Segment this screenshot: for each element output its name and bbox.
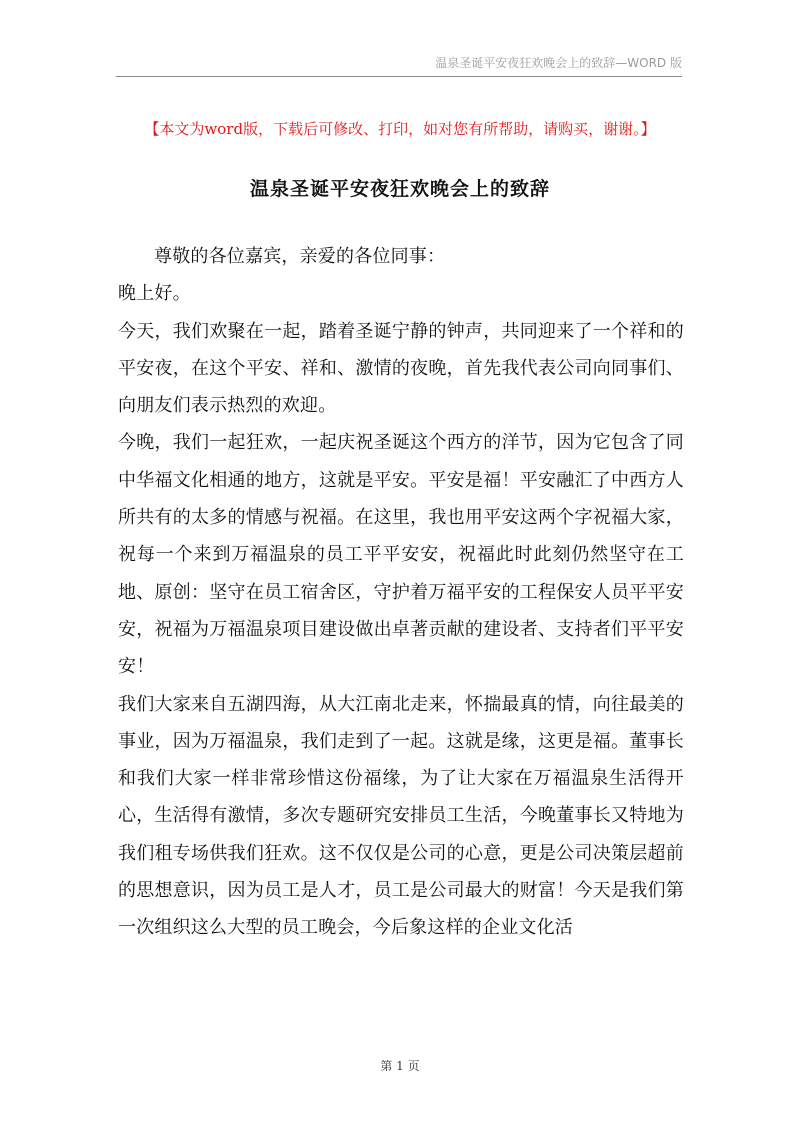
salutation-paragraph: 尊敬的各位嘉宾，亲爱的各位同事： [154,246,446,267]
page-number: 第 1 页 [380,1059,420,1073]
download-notice: 【本文为word版，下载后可修改、打印，如对您有所帮助，请购买，谢谢。】 [144,120,656,138]
body-paragraph: 我们大家来自五湖四海，从大江南北走来，怀揣最真的情，向往最美的事业，因为万福温泉，我们走到了一起。这就是缘，这更是福。董事长和我们大家一样非常珍惜这份福缘，为了让大家在万福温泉生活得开心，生活得有激情，多次专题研究安排员工生活，今晚董事长又特地为我们租专场供我们狂欢。这不仅仅是公司的心意，更是公司决策层超前的思想意识，因为员工是人才，员工是公司最大的财富！今天是我们第一次组织这么大型的员工晚会，今后象这样的企业文化活 [118,693,684,939]
document-title: 温泉圣诞平安夜狂欢晚会上的致辞 [249,178,550,200]
body-paragraph: 今晚，我们一起狂欢，一起庆祝圣诞这个西方的洋节，因为它包含了同中华福文化相通的地方，这就是平安。平安是福！平安融汇了中西方人所共有的太多的情感与祝福。在这里，我也用平安这两个字祝福大家，祝每一个来到万福温泉的员工平平安安，祝福此时此刻仍然坚守在工地、原创：坚守在员工宿舍区，守护着万福平安的工程保安人员平平安安，祝福为万福温泉项目建设做出卓著贡献的建设者、支持者们平平安安！ [118,432,684,678]
document-body [118,238,684,947]
greeting-paragraph: 晚上好。 [118,283,191,305]
body-paragraph: 今天，我们欢聚在一起，踏着圣诞宁静的钟声，共同迎来了一个祥和的平安夜，在这个平安、祥和、激情的夜晚，首先我代表公司向同事们、向朋友们表示热烈的欢迎。 [118,320,684,417]
page-header [116,56,682,77]
running-title: 温泉圣诞平安夜狂欢晚会上的致辞—WORD 版 [435,56,682,70]
